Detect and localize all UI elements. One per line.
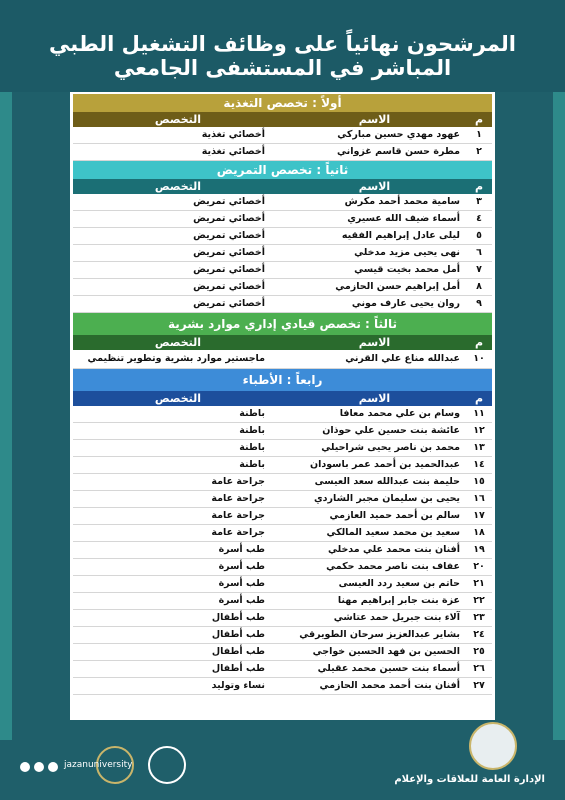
table-row — [73, 542, 492, 559]
row-number: ١٧ — [473, 510, 485, 521]
candidate-specialty: طب أطفال — [211, 663, 265, 674]
university-emblem-icon — [469, 722, 517, 770]
candidate-name: أسماء ضيف الله عسيري — [347, 213, 460, 224]
candidate-name: أمل إبراهيم حسن الحازمي — [335, 281, 460, 292]
page-header — [0, 0, 565, 92]
column-header-num: م — [474, 180, 484, 193]
candidate-name: عزة بنت جابر إبراهيم مهنا — [337, 595, 460, 606]
row-number: ١٥ — [473, 476, 485, 487]
row-number: ٨ — [476, 281, 482, 292]
row-number: ١٢ — [473, 425, 485, 436]
candidate-name: بشاير عبدالعزيز سرحان الطويرقي — [299, 629, 460, 640]
table-row — [73, 296, 492, 313]
candidate-specialty: طب أسرة — [218, 544, 265, 555]
candidate-specialty: أخصائي تمريض — [193, 247, 265, 258]
candidate-name: يحيى بن سليمان مجبر الشاردي — [313, 493, 460, 504]
table-row — [73, 627, 492, 644]
candidate-name: آلاء بنت جبريل حمد عتاشي — [333, 612, 460, 623]
social-handle: jazanuniversity — [64, 760, 133, 770]
row-number: ٤ — [476, 213, 482, 224]
candidate-specialty: طب أطفال — [211, 646, 265, 657]
candidate-name: ليلى عادل إبراهيم الفقيه — [341, 230, 460, 241]
table-row — [73, 127, 492, 144]
row-number: ٢٢ — [473, 595, 485, 606]
candidate-name: وسام بن علي محمد معافا — [339, 408, 460, 419]
candidate-name: عبدالحميد بن أحمد عمر باسودان — [309, 459, 460, 470]
candidate-specialty: طب أطفال — [211, 629, 265, 640]
left-border-strip — [0, 0, 12, 800]
candidate-specialty: جراحة عامة — [211, 476, 265, 487]
row-number: ١٩ — [473, 544, 485, 555]
section-heading: رابعاً : الأطباء — [73, 369, 492, 391]
row-number: ٢٤ — [473, 629, 485, 640]
row-number: ١ — [476, 129, 482, 140]
candidate-name: محمد بن ناصر يحيى شراحيلي — [321, 442, 460, 453]
column-header-spec: التخصص — [154, 180, 202, 193]
candidate-name: حاتم بن سعيد ردد العيسى — [338, 578, 460, 589]
candidate-specialty: أخصائي تمريض — [193, 281, 265, 292]
section-heading: ثالثاً : تخصص قيادي إداري موارد بشرية — [73, 313, 492, 335]
candidate-specialty: أخصائي تغذية — [201, 146, 265, 157]
table-row — [73, 576, 492, 593]
table-row — [73, 559, 492, 576]
row-number: ٢ — [476, 146, 482, 157]
row-number: ٩ — [476, 298, 482, 309]
table-row — [73, 245, 492, 262]
candidate-specialty: باطنة — [239, 459, 265, 470]
table-row — [73, 593, 492, 610]
column-header-row — [73, 391, 492, 406]
row-number: ١١ — [473, 408, 485, 419]
candidate-name: عفاف بنت ناصر محمد حكمي — [326, 561, 460, 572]
candidate-name: سامية محمد أحمد مكرش — [344, 196, 460, 207]
right-border-strip — [553, 0, 565, 800]
candidate-name: عائشة بنت حسين علي حوذان — [322, 425, 460, 436]
row-number: ١٣ — [473, 442, 485, 453]
section-heading: ثانياً : تخصص التمريض — [73, 161, 492, 179]
row-number: ١٠ — [473, 353, 485, 364]
table-row — [73, 228, 492, 245]
column-header-name: الاسم — [358, 392, 391, 405]
table-row — [73, 508, 492, 525]
row-number: ٢١ — [473, 578, 485, 589]
row-number: ٢٧ — [473, 680, 485, 691]
candidates-table — [73, 94, 492, 695]
table-row — [73, 678, 492, 695]
candidate-name: حليمة بنت عبدالله سعد العيسى — [314, 476, 460, 487]
row-number: ٣ — [476, 196, 482, 207]
row-number: ٢٠ — [473, 561, 485, 572]
candidate-specialty: نساء وتوليد — [211, 680, 265, 691]
candidate-specialty: باطنة — [239, 425, 265, 436]
candidate-specialty: باطنة — [239, 442, 265, 453]
column-header-num: م — [474, 113, 484, 126]
candidate-specialty: جراحة عامة — [211, 493, 265, 504]
column-header-name: الاسم — [358, 336, 391, 349]
candidate-specialty: طب أسرة — [218, 595, 265, 606]
candidate-specialty: أخصائي تمريض — [193, 213, 265, 224]
column-header-row — [73, 112, 492, 127]
candidate-name: عبدالله مناع علي القرني — [345, 353, 460, 364]
table-row — [73, 457, 492, 474]
row-number: ٥ — [476, 230, 482, 241]
row-number: ١٦ — [473, 493, 485, 504]
table-row — [73, 474, 492, 491]
candidate-name: مطرة حسن قاسم غزواني — [337, 146, 460, 157]
candidate-specialty: أخصائي تمريض — [193, 264, 265, 275]
candidate-name: سعيد بن محمد سعيد المالكي — [326, 527, 460, 538]
candidate-specialty: باطنة — [239, 408, 265, 419]
candidate-name: سالم بن أحمد حميد العازمي — [329, 510, 460, 521]
column-header-row — [73, 335, 492, 350]
youtube-icon[interactable] — [48, 762, 58, 772]
candidate-name: روان يحيى عارف موني — [351, 298, 460, 309]
table-row — [73, 610, 492, 627]
column-header-spec: التخصص — [154, 336, 202, 349]
candidate-specialty: أخصائي تمريض — [193, 230, 265, 241]
candidate-name: الحسين بن فهد الحسين خواجي — [312, 646, 460, 657]
candidate-specialty: أخصائي تغذية — [201, 129, 265, 140]
candidate-specialty: أخصائي تمريض — [193, 298, 265, 309]
candidate-name: نهى يحيى مزيد مدخلي — [354, 247, 460, 258]
table-row — [73, 423, 492, 440]
column-header-name: الاسم — [358, 113, 391, 126]
table-row — [73, 144, 492, 161]
table-row — [73, 440, 492, 457]
column-header-num: م — [474, 336, 484, 349]
candidate-specialty: أخصائي تمريض — [193, 196, 265, 207]
page-title: المرشحون نهائياً على وظائف التشغيل الطبي المباشر في المستشفى الجامعي — [49, 32, 516, 80]
table-row — [73, 644, 492, 661]
table-row — [73, 279, 492, 296]
candidate-specialty: جراحة عامة — [211, 510, 265, 521]
row-number: ١٤ — [473, 459, 485, 470]
candidate-name: أفنان بنت أحمد محمد الحازمي — [319, 680, 460, 691]
row-number: ٦ — [476, 247, 482, 258]
table-row — [73, 491, 492, 508]
candidate-specialty: طب أسرة — [218, 578, 265, 589]
candidates-sheet — [70, 92, 495, 720]
candidate-name: أفنان بنت محمد علي مدخلي — [327, 544, 460, 555]
column-header-spec: التخصص — [154, 113, 202, 126]
row-number: ٢٥ — [473, 646, 485, 657]
department-name: الإدارة العامة للعلاقات والإعلام — [394, 774, 545, 785]
table-row — [73, 525, 492, 542]
page-footer — [0, 740, 565, 800]
row-number: ٧ — [476, 264, 482, 275]
column-header-row — [73, 179, 492, 194]
table-row — [73, 350, 492, 369]
candidate-name: أمل محمد بخيت قيسي — [354, 264, 460, 275]
table-row — [73, 406, 492, 423]
candidate-specialty: جراحة عامة — [211, 527, 265, 538]
column-header-spec: التخصص — [154, 392, 202, 405]
candidate-specialty: طب أسرة — [218, 561, 265, 572]
table-row — [73, 262, 492, 279]
twitter-icon[interactable] — [20, 762, 30, 772]
row-number: ٢٣ — [473, 612, 485, 623]
candidate-specialty: طب أطفال — [211, 612, 265, 623]
candidate-name: أسماء بنت حسين محمد عقيلي — [317, 663, 460, 674]
candidate-specialty: ماجستير موارد بشرية وتطوير تنظيمي — [87, 353, 265, 364]
table-row — [73, 194, 492, 211]
row-number: ٢٦ — [473, 663, 485, 674]
column-header-name: الاسم — [358, 180, 391, 193]
table-row — [73, 211, 492, 228]
candidate-name: عهود مهدي حسين مباركي — [337, 129, 460, 140]
row-number: ١٨ — [473, 527, 485, 538]
instagram-icon[interactable] — [34, 762, 44, 772]
section-heading: أولاً : تخصص التغذية — [73, 94, 492, 112]
table-row — [73, 661, 492, 678]
university-logo-icon — [148, 746, 186, 784]
column-header-num: م — [474, 392, 484, 405]
